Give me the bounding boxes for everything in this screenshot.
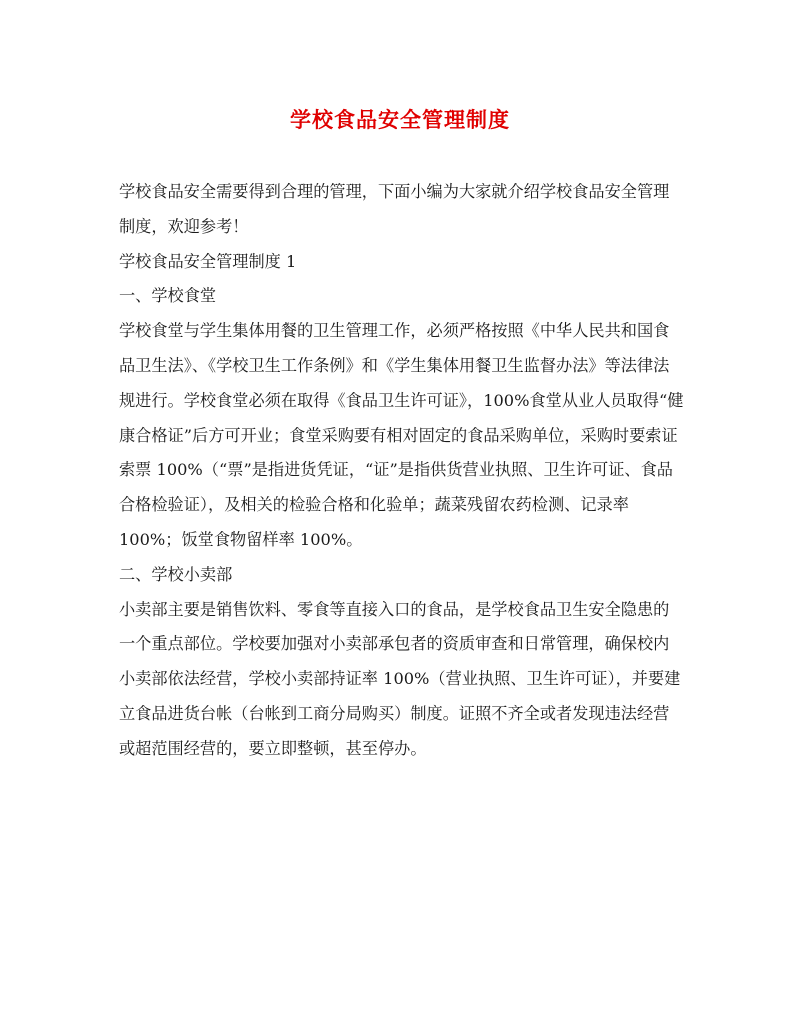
intro-paragraph: 学校食品安全需要得到合理的管理，下面小编为大家就介绍学校食品安全管理制度，欢迎参考！ (119, 182, 670, 236)
section-subtitle: 学校食品安全管理制度 1 (119, 251, 297, 271)
document-body (119, 175, 685, 767)
shop-paragraph: 小卖部主要是销售饮料、零食等直接入口的食品，是学校食品卫生安全隐患的一个重点部位。学校要加强对小卖部承包者的资质审查和日常管理，确保校内小卖部依法经营，学校小卖部持证率 100%（营业执照、卫生许可证），并要建立食品进货台帐（台帐到工商分局购买）制度。证照不齐全或者发现违法经营或超范围经营的，要立即整顿，甚至停办。 (119, 599, 681, 758)
canteen-paragraph: 学校食堂与学生集体用餐的卫生管理工作，必须严格按照《中华人民共和国食品卫生法》、《学校卫生工作条例》和《学生集体用餐卫生监督办法》等法律法规进行。学校食堂必须在取得《食品卫生许可证》，100%食堂从业人员取得“健康合格证”后方可开业；食堂采购要有相对固定的食品采购单位，采购时要索证索票 100%（“票”是指进货凭证，“证”是指供货营业执照、卫生许可证、食品合格检验证），及相关的检验合格和化验单；蔬菜残留农药检测、记录率 100%；饭堂食物留样率 100%。 (119, 321, 684, 549)
section-heading-shop: 二、学校小卖部 (119, 564, 233, 584)
section-heading-canteen: 一、学校食堂 (119, 286, 217, 306)
document-title: 学校食品安全管理制度 (290, 107, 510, 132)
